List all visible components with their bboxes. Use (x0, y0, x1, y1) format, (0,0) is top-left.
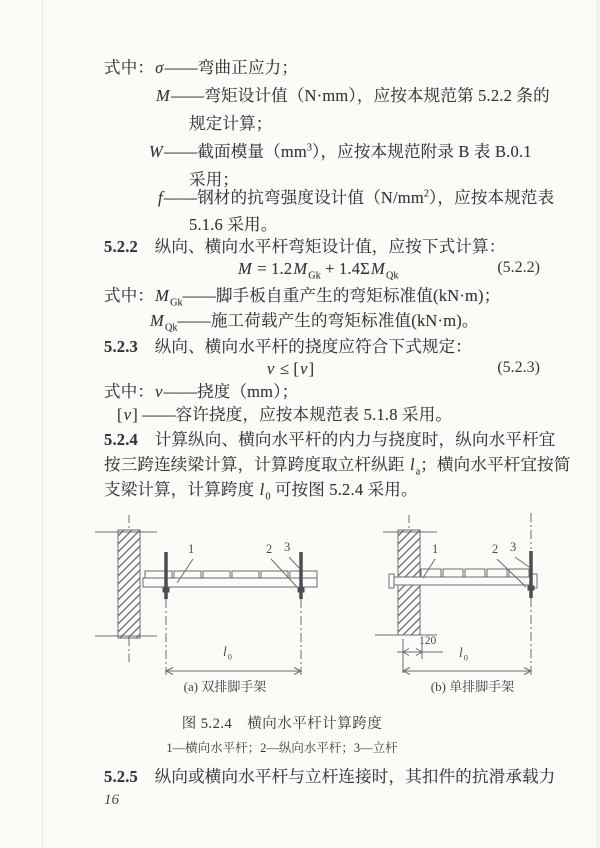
leader-3-b (515, 557, 529, 567)
line-w-definition-2: 采用； (189, 170, 240, 189)
figure-caption: 图 5.2.4 横向水平杆计算跨度 (181, 716, 383, 732)
beam-b (392, 577, 537, 585)
scan-edge-shade (596, 0, 600, 848)
line-mqk-definition: $M_{Qk}——$施工荷载产生的弯矩标准值(kN·m)。 (150, 311, 479, 334)
wall-a (118, 530, 140, 638)
planks-a (145, 571, 317, 578)
section-524-line-2: 按三跨连续梁计算，计算跨度取立杆纵距 $l_a$；横向水平杆宜按简 (104, 455, 571, 478)
line-mgk-definition: 式中：$M_{Gk}——$脚手板自重产生的弯矩标准值(kN·m)； (104, 286, 501, 309)
coupler-right-a (298, 588, 305, 593)
section-524-line-1: 5.2.4 计算纵向、横向水平杆的内力与挠度时，纵向水平杆宜 (104, 430, 556, 449)
coupler-left-a (163, 588, 170, 593)
dimension-l0-label-b: $l_0$ (459, 645, 468, 663)
leader-3-a (289, 557, 300, 569)
equation-523: v ≤ [v] (267, 359, 315, 378)
diagram-a (95, 515, 317, 675)
line-w-definition-1: W——截面模量$(mm^3)$，应按本规范附录 B 表 B.0.1 (149, 142, 532, 161)
caption-diagram-b: (b) 单排脚手架 (430, 679, 515, 694)
part-label-3-a: 3 (284, 540, 291, 554)
line-sigma-definition: 式中：σ——弯曲正应力； (104, 58, 299, 77)
line-v-definition: 式中：v——挠度（mm）； (104, 382, 299, 401)
section-522-heading: 5.2.2 纵向、横向水平杆弯矩设计值，应按下式计算： (104, 237, 506, 256)
equation-522-number: (5.2.2) (497, 259, 540, 276)
part-label-2-b: 2 (492, 542, 499, 556)
part-label-3-b: 3 (510, 540, 517, 554)
section-525-line-1: 5.2.5 纵向或横向水平杆与立杆连接时，其扣件的抗滑承载力 (104, 767, 556, 786)
line-f-definition-1: f——钢材的抗弯强度设计值$(N/mm^2)$，应按本规范表 (158, 188, 555, 207)
dimension-120-label-b: 120 (419, 635, 437, 647)
part-label-2-a: 2 (266, 542, 273, 556)
page-number: 16 (104, 792, 119, 808)
scan-edge-line (42, 0, 43, 848)
coupler-b (528, 586, 535, 591)
diagram-b (375, 513, 537, 675)
section-523-heading: 5.2.3 纵向、横向水平杆的挠度应符合下式规定： (104, 337, 472, 356)
planks-b (421, 569, 529, 577)
line-m-definition-1: M——弯矩设计值（N·mm），应按本规范第 5.2.2 条的 (156, 86, 550, 105)
part-label-1-b: 1 (432, 542, 439, 556)
equation-522: $M = 1.2M_{Gk} + 1.4\Sigma M_{Qk}$ (238, 259, 399, 282)
line-m-definition-2: 规定计算； (189, 114, 273, 133)
line-f-definition-2: 5.1.6 采用。 (189, 215, 278, 234)
part-label-1-a: 1 (188, 542, 195, 556)
equation-523-number: (5.2.3) (497, 359, 540, 376)
beam-end-cap-left-b (389, 574, 394, 588)
line-v-allowable-definition: [v] ——容许挠度，应按本规范表 5.1.8 采用。 (117, 405, 453, 424)
section-524-line-3: 支梁计算，计算跨度 $l_0$ 可按图 5.2.4 采用。 (104, 480, 418, 503)
beam-a (143, 578, 317, 587)
caption-diagram-a: (a) 双排脚手架 (183, 679, 267, 694)
figure-legend: 1—横向水平杆；2—纵向水平杆；3—立杆 (166, 741, 398, 755)
dimension-l0-label-a: $l_0$ (223, 644, 232, 662)
